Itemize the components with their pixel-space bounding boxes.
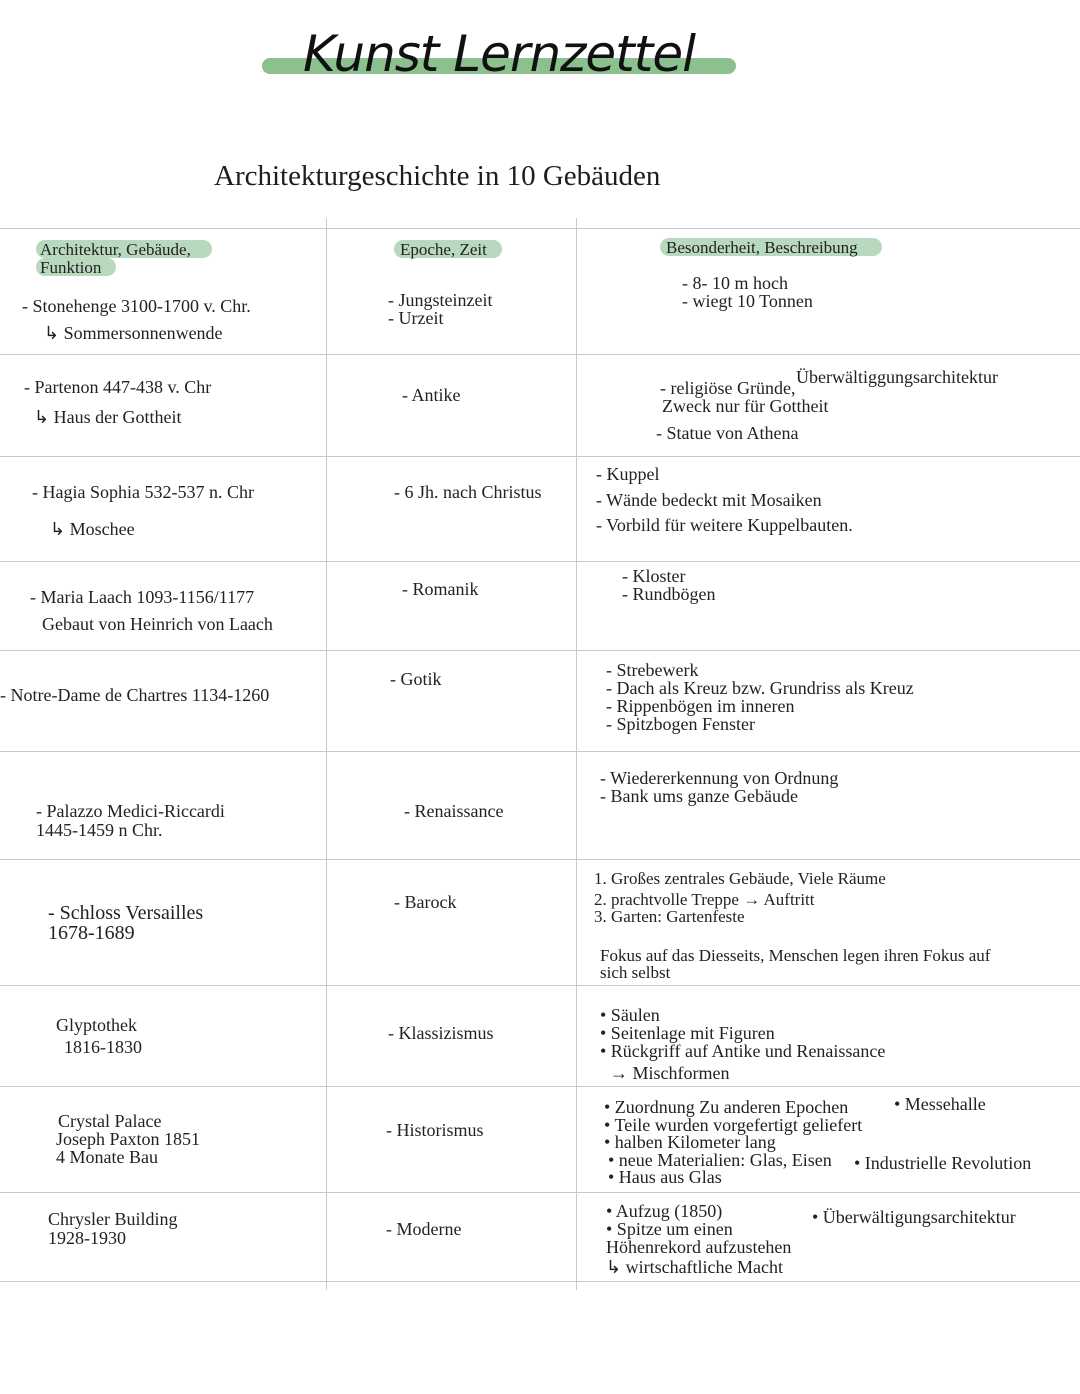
building-name: - Notre-Dame de Chartres 1134-1260 [0, 685, 270, 705]
title-block [262, 18, 736, 90]
description-note: • Industrielle Revolution [854, 1153, 1032, 1173]
building-function: ↳ Sommersonnenwende [44, 323, 223, 343]
page-title: Kunst Lernzettel [302, 25, 696, 83]
building-name: Chrysler Building [48, 1209, 178, 1229]
column-divider [326, 218, 327, 1290]
description-line: - Wiedererkennung von Ordnung [600, 768, 839, 788]
row-divider [0, 561, 1080, 562]
header-function: Funktion [40, 258, 102, 277]
subtitle: Architekturgeschichte in 10 Gebäuden [214, 160, 661, 192]
epoch: - Barock [394, 892, 457, 912]
description-line: - religiöse Gründe, [660, 378, 796, 398]
description-line: - Rippenbögen im inneren [606, 696, 795, 716]
description-line: • neue Materialien: Glas, Eisen [608, 1150, 832, 1170]
row-divider [0, 354, 1080, 355]
building-name: Glyptothek [56, 1015, 137, 1035]
row-divider [0, 1086, 1080, 1087]
row-divider [0, 456, 1080, 457]
epoch: - Renaissance [404, 801, 504, 821]
building-name: - Stonehenge 3100-1700 v. Chr. [22, 296, 251, 316]
description-line: → Mischformen [610, 1063, 730, 1083]
description-line: • Zuordnung Zu anderen Epochen [604, 1097, 849, 1117]
description-line: - Strebewerk [606, 660, 699, 680]
description-line: - 8- 10 m hoch [682, 273, 788, 293]
description-line: • Seitenlage mit Figuren [600, 1023, 775, 1043]
description-line: • Säulen [600, 1005, 660, 1025]
building-date: 1928-1930 [48, 1228, 126, 1248]
epoch: - Klassizismus [388, 1023, 494, 1043]
building-function: Gebaut von Heinrich von Laach [42, 614, 273, 634]
header-building: Architektur, Gebäude, [40, 240, 191, 259]
building-date: 1678-1689 [48, 922, 135, 944]
description-line: Fokus auf das Diesseits, Menschen legen ihren Fokus auf [600, 946, 991, 965]
description-line: • Teile wurden vorgefertigt geliefert [604, 1115, 863, 1135]
description-line: sich selbst [600, 963, 671, 982]
building-name: - Palazzo Medici-Riccardi [36, 801, 225, 821]
table-bottom-line [0, 1281, 1080, 1282]
row-divider [0, 985, 1080, 986]
epoch: - Urzeit [388, 308, 444, 328]
building-name: - Schloss Versailles [48, 902, 204, 924]
description-line: 3. Garten: Gartenfeste [594, 907, 745, 926]
epoch: - Antike [402, 385, 461, 405]
description-line: • Haus aus Glas [608, 1167, 722, 1187]
description-line: • Rückgriff auf Antike und Renaissance [600, 1041, 886, 1061]
row-divider [0, 751, 1080, 752]
description-note: • Messehalle [894, 1094, 986, 1114]
row-divider [0, 650, 1080, 651]
description-line: ↳ wirtschaftliche Macht [606, 1257, 784, 1277]
description-line: - Vorbild für weitere Kuppelbauten. [596, 515, 853, 535]
column-divider [576, 218, 577, 1290]
description-line: - Rundbögen [622, 584, 716, 604]
description-line: - Kuppel [596, 464, 660, 484]
description-line: • Aufzug (1850) [606, 1201, 723, 1221]
building-name: Crystal Palace [58, 1111, 162, 1131]
description-line: • Spitze um einen [606, 1219, 733, 1239]
building-function: ↳ Haus der Gottheit [34, 407, 182, 427]
row-divider [0, 859, 1080, 860]
epoch: - 6 Jh. nach Christus [394, 482, 542, 502]
building-function: ↳ Moschee [50, 519, 135, 539]
building-name: - Maria Laach 1093-1156/1177 [30, 587, 255, 607]
building-date: 1445-1459 n Chr. [36, 820, 163, 840]
epoch: - Moderne [386, 1219, 462, 1239]
building-date: 1816-1830 [64, 1037, 142, 1057]
description-line: • halben Kilometer lang [604, 1132, 776, 1152]
description-note: Überwältiggungsarchitektur [796, 367, 998, 387]
description-line: Zweck nur für Gottheit [662, 396, 829, 416]
description-line: - Bank ums ganze Gebäude [600, 786, 798, 806]
description-line: - Kloster [622, 566, 686, 586]
header-epoch: Epoche, Zeit [400, 240, 487, 259]
table-top-line [0, 228, 1080, 229]
header-description: Besonderheit, Beschreibung [666, 238, 858, 257]
description-line: - Dach als Kreuz bzw. Grundriss als Kreuz [606, 678, 914, 698]
building-name: - Hagia Sophia 532-537 n. Chr [32, 482, 254, 502]
description-line: - Spitzbogen Fenster [606, 714, 755, 734]
epoch: - Gotik [390, 669, 442, 689]
building-architect: Joseph Paxton 1851 [56, 1129, 200, 1149]
epoch: - Romanik [402, 579, 479, 599]
epoch: - Historismus [386, 1120, 484, 1140]
description-line: Höhenrekord aufzustehen [606, 1237, 792, 1257]
description-note: • Überwältigungsarchitektur [812, 1207, 1016, 1227]
building-duration: 4 Monate Bau [56, 1147, 158, 1167]
description-line: - wiegt 10 Tonnen [682, 291, 813, 311]
epoch: - Jungsteinzeit [388, 290, 493, 310]
row-divider [0, 1192, 1080, 1193]
description-line: 1. Großes zentrales Gebäude, Viele Räume [594, 869, 886, 888]
description-line: - Statue von Athena [656, 423, 799, 443]
description-line: - Wände bedeckt mit Mosaiken [596, 490, 822, 510]
description-line: 2. prachtvolle Treppe → Auftritt [594, 890, 815, 909]
building-name: - Partenon 447-438 v. Chr [24, 377, 212, 397]
